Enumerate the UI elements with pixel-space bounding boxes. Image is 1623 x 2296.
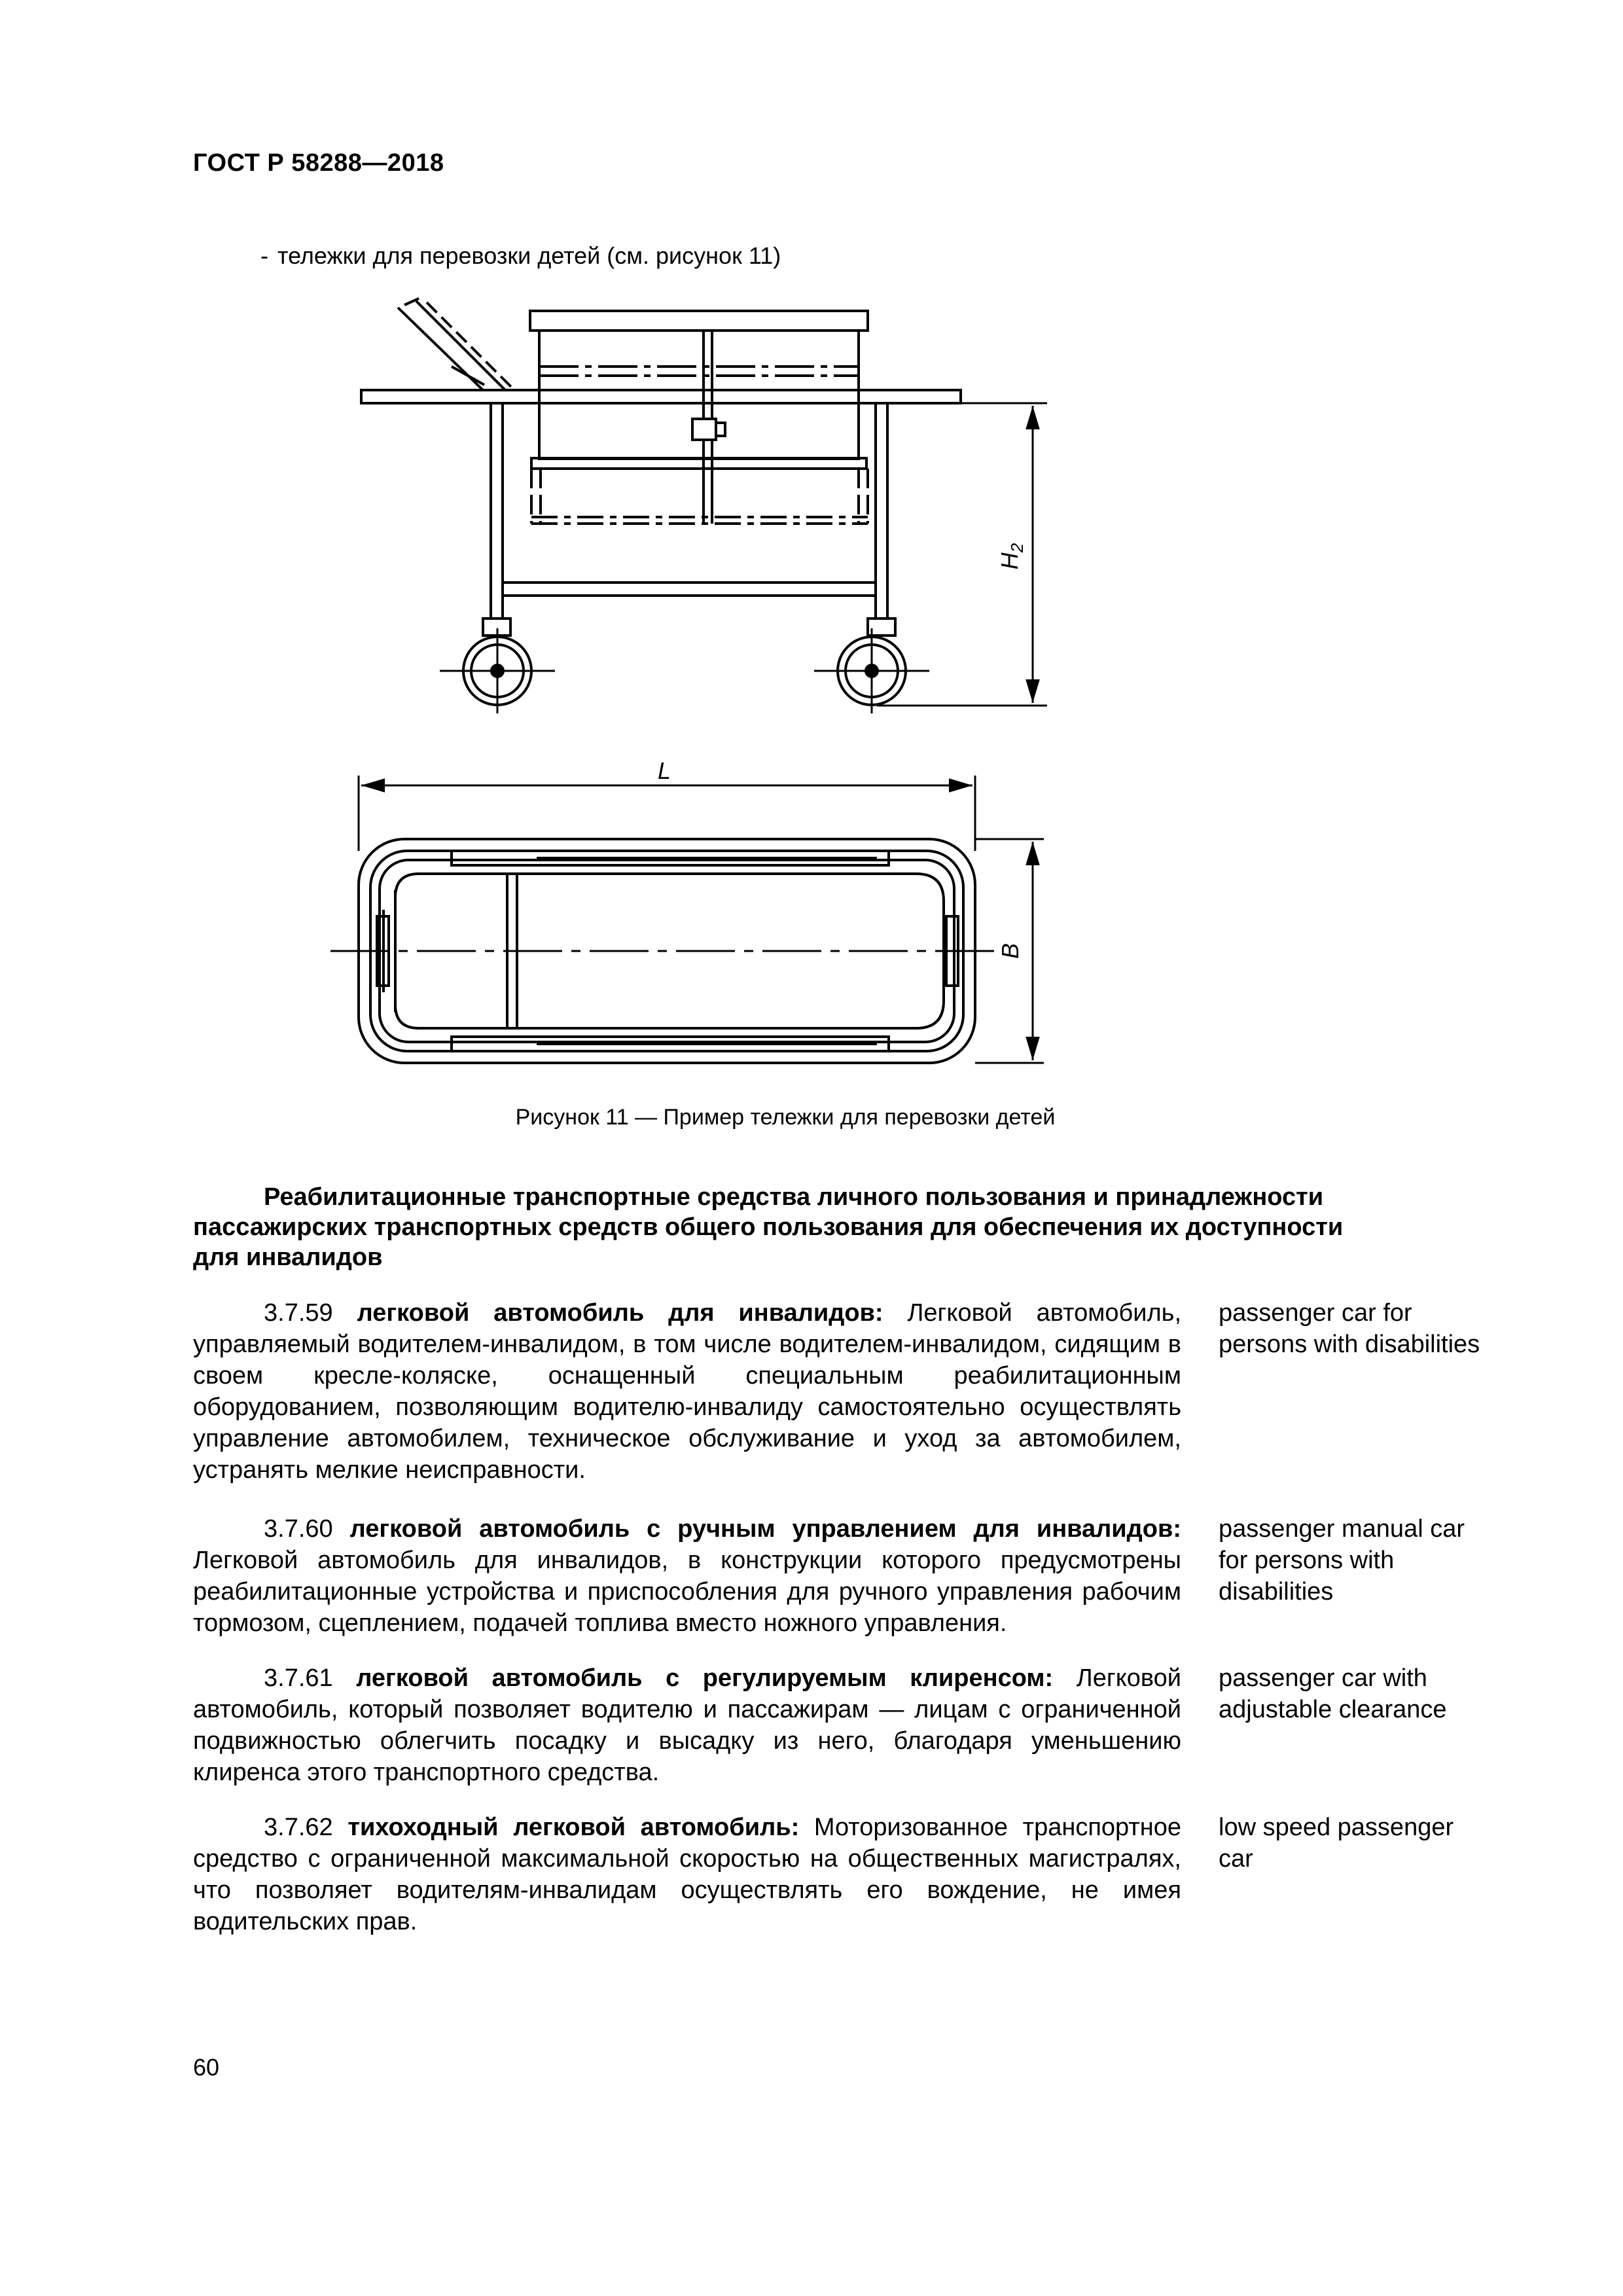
term-number: 3.7.62 (264, 1814, 333, 1841)
term-english: passenger car with adjustable clearance (1219, 1664, 1447, 1723)
height-label: $H_2$ (996, 543, 1027, 570)
page-number: 60 (193, 2054, 220, 2081)
trolley-drawing (0, 0, 1623, 1113)
term-english: passenger car for persons with disabilities (1219, 1299, 1480, 1358)
term-definition: Легковой автомобиль, управляемый водителем-инвалидом, в том числе водителем-инвалидом, сидящим в своем кресле-коляске, оснащенный специальным реабилитационным оборудованием, позволяющим водителю-инвалиду самостоятельно осуществлять управление автомобилем, техническое обслуживание и уход за автомобилем, устранять мелкие неисправности. (193, 1299, 1181, 1484)
basket-frame (530, 311, 868, 524)
top-tray (361, 390, 961, 403)
term-definition: Легковой автомобиль, который позволяет водителю и пассажирам — лицам с ограниченной подвижностью облегчить посадку и высадку из него, благодаря уменьшению клиренса этого транспортного средства. (193, 1664, 1182, 1786)
section-heading-line-1: Реабилитационные транспортные средства личного пользования и принадлежности (264, 1183, 1324, 1211)
section-heading-line-2: пассажирских транспортных средств общего пользования для обеспечения их доступности (193, 1213, 1344, 1241)
term-name: легковой автомобиль для инвалидов: (357, 1299, 883, 1327)
section-heading-line-3: для инвалидов (193, 1244, 383, 1271)
trolley-legs (491, 403, 887, 619)
list-dash: - (260, 242, 268, 269)
term-name: легковой автомобиль с ручным управлением для инвалидов: (349, 1515, 1181, 1543)
term-entry (193, 1812, 1181, 1937)
term-definition: Легковой автомобиль для инвалидов, в конструкции которого предусмотрены реабилитационные устройства и приспособления для ручного управления рабочим тормозом, сцеплением, подачей топлива вместо ножного управления. (193, 1547, 1181, 1637)
term-entry (193, 1513, 1181, 1639)
term-name: легковой автомобиль с регулируемым клиренсом: (356, 1664, 1054, 1692)
intro-text: тележки для перевозки детей (см. рисунок 11) (277, 242, 781, 269)
term-definition: Моторизованное транспортное средство с ограниченной максимальной скоростью на общественных магистралях, что позволяет водителям-инвалидам осуществлять его вождение, не имея водительских прав. (193, 1814, 1182, 1935)
width-label: B (997, 942, 1024, 960)
document-header: ГОСТ Р 58288—2018 (193, 149, 444, 177)
side-view (361, 298, 1047, 713)
term-number: 3.7.60 (264, 1515, 333, 1543)
term-english: low speed passenger car (1219, 1814, 1454, 1873)
backrest (398, 298, 514, 390)
term-english: passenger manual car for persons with disabilities (1219, 1515, 1465, 1605)
length-label: L (657, 757, 671, 784)
left-wheel (440, 619, 555, 713)
term-entry (193, 1297, 1181, 1486)
top-view (330, 776, 1044, 1063)
term-number: 3.7.59 (264, 1299, 333, 1327)
section-heading (193, 1182, 1469, 1272)
figure-caption: Рисунок 11 — Пример тележки для перевозки детей (515, 1105, 1056, 1130)
right-wheel (814, 619, 929, 713)
term-entry (193, 1662, 1181, 1788)
term-number: 3.7.61 (264, 1664, 333, 1692)
term-name: тихоходный легковой автомобиль: (348, 1814, 800, 1841)
